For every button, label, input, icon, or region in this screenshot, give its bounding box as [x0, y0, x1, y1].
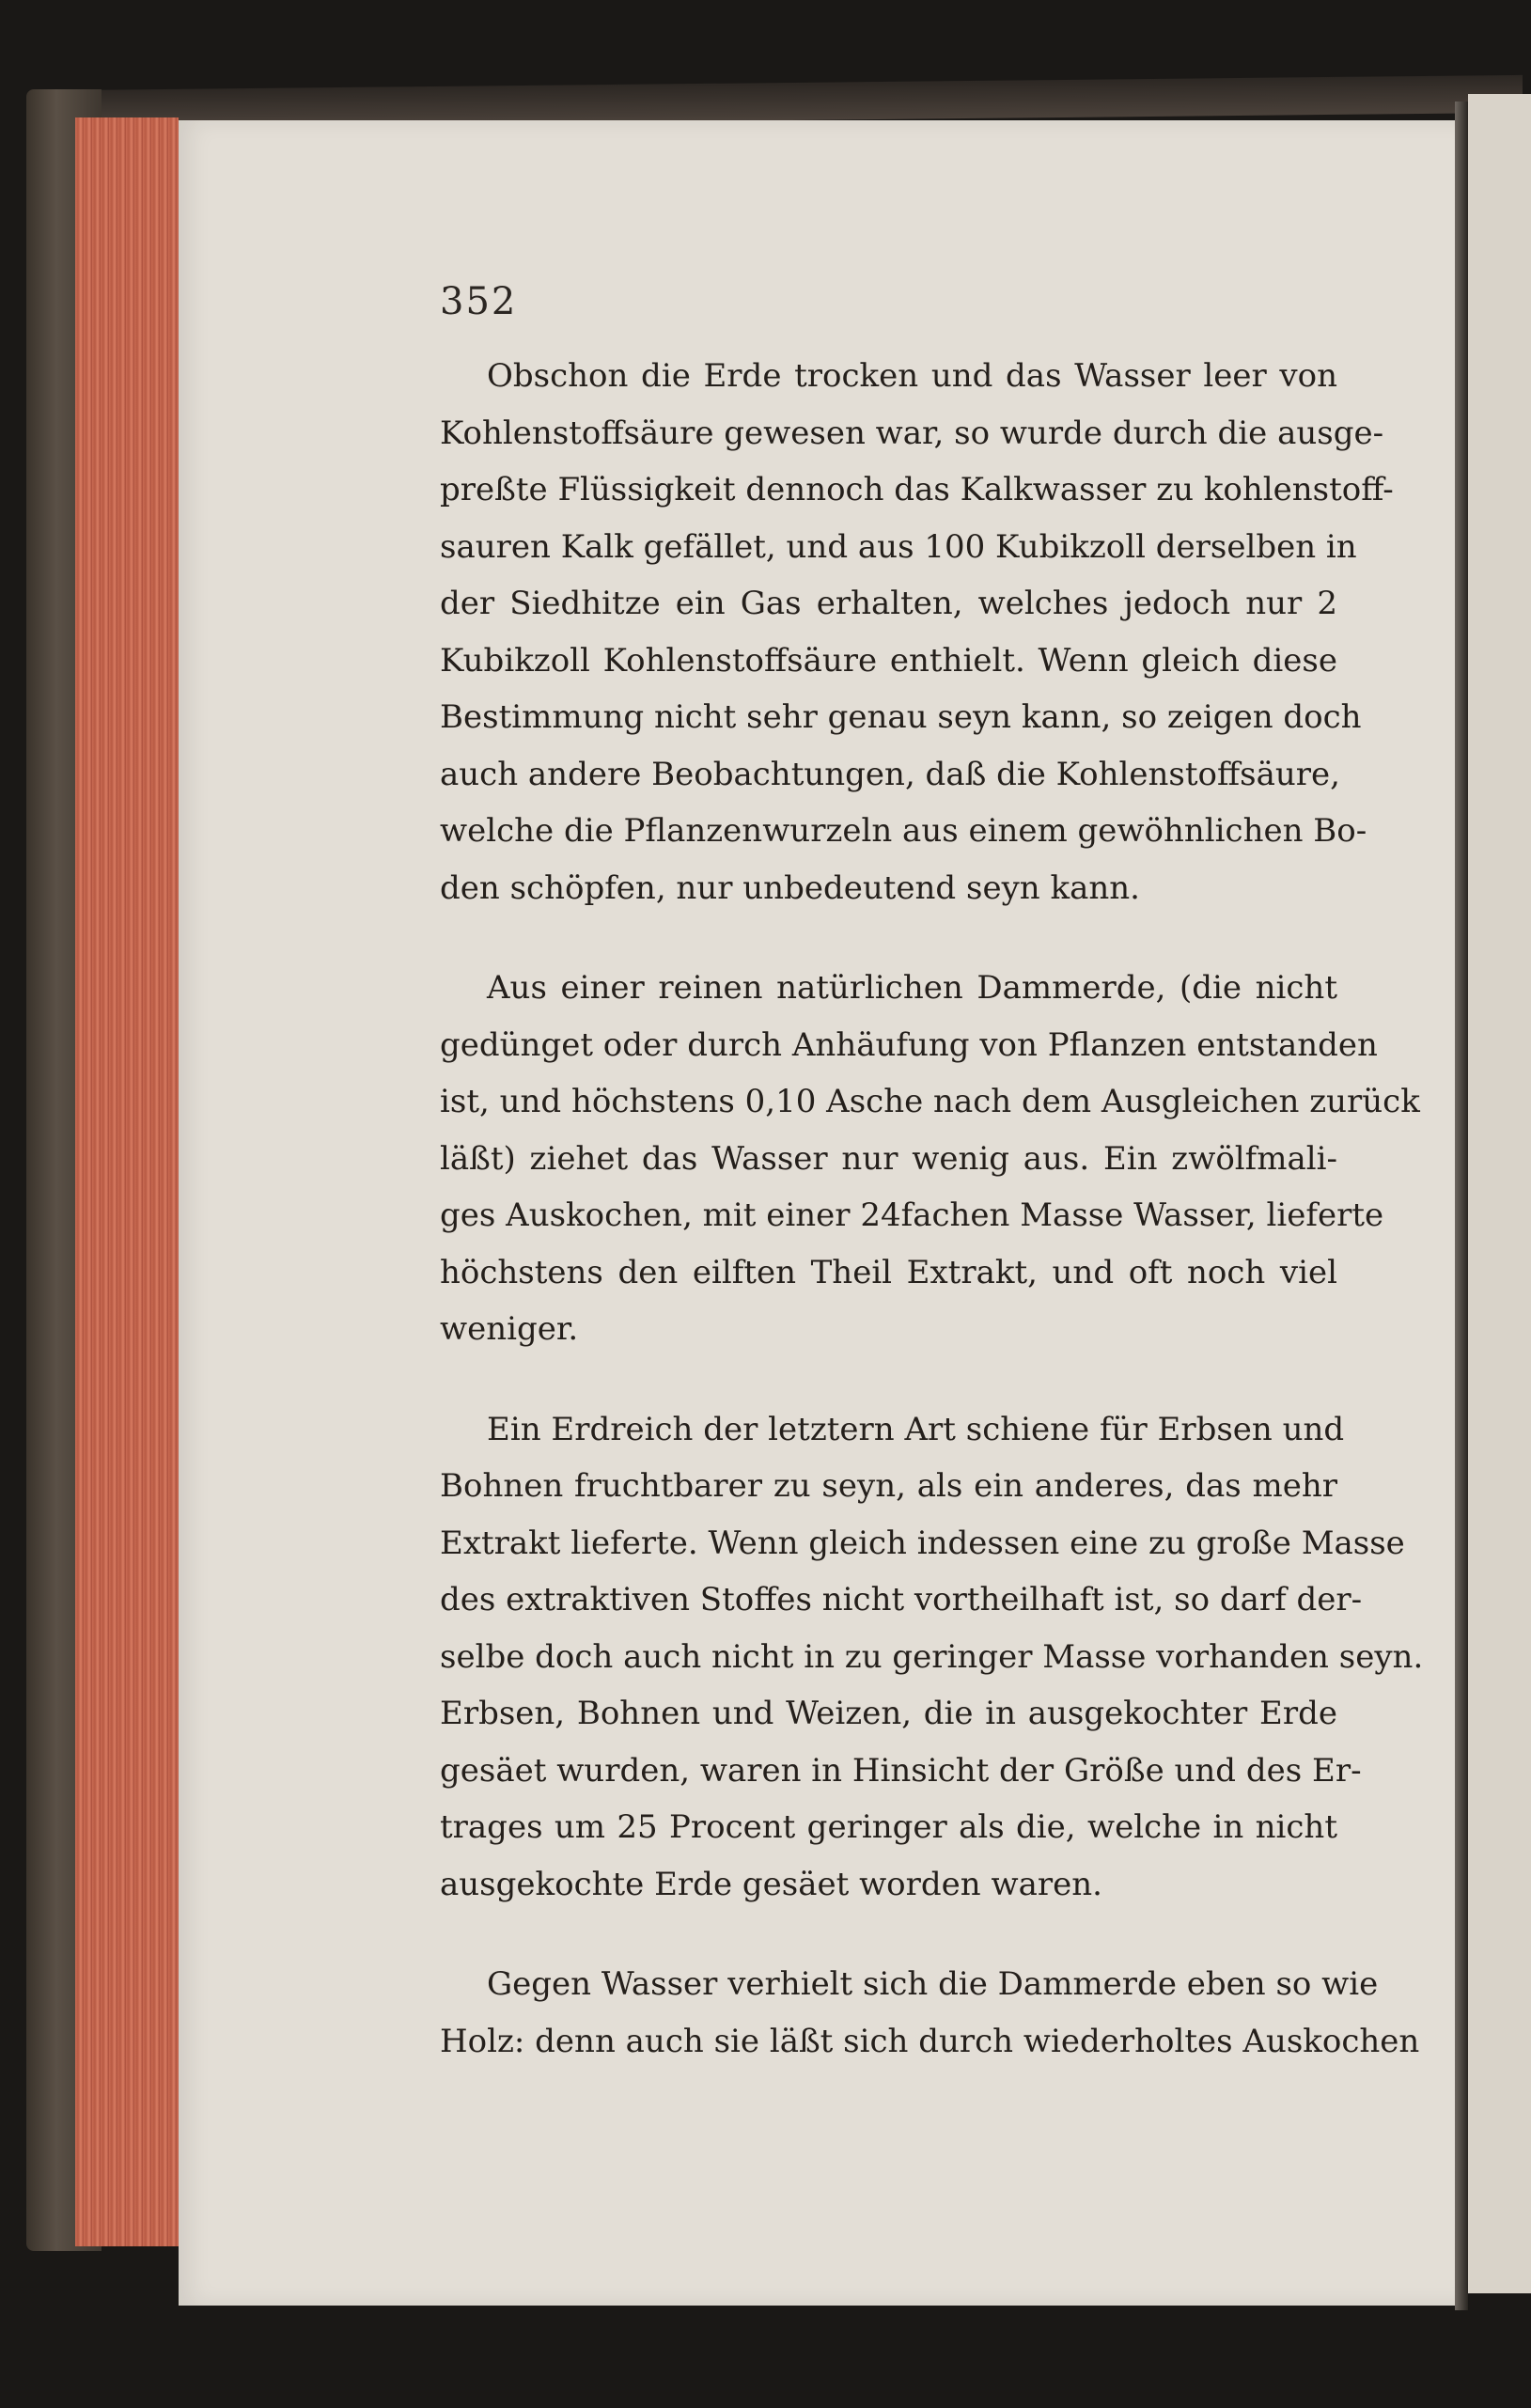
text-line: Aus einer reinen natürlichen Dammerde, (die nicht: [487, 969, 1337, 1007]
text-line: Bestimmung nicht sehr genau seyn kann, so zeigen doch: [440, 698, 1362, 736]
text-line: weniger.: [440, 1310, 579, 1348]
text-line: ges Auskochen, mit einer 24fachen Masse Wasser, lieferte: [440, 1196, 1384, 1234]
text-line: Obschon die Erde trocken und das Wasser leer von: [487, 357, 1337, 395]
text-line: Erbsen, Bohnen und Weizen, die in ausgekochter Erde: [440, 1695, 1337, 1732]
text-line: Holz: denn auch sie läßt sich durch wiederholtes Auskochen: [440, 2022, 1420, 2060]
paragraph-3: [440, 1401, 1424, 1914]
text-line: der Siedhitze ein Gas erhalten, welches jedoch nur 2: [440, 585, 1337, 622]
text-line: Gegen Wasser verhielt sich die Dammerde eben so wie: [487, 1965, 1379, 2003]
text-line: sauren Kalk gefället, und aus 100 Kubikzoll derselben in: [440, 527, 1357, 566]
text-line: preßte Flüssigkeit dennoch das Kalkwasser zu kohlenstoff-: [440, 471, 1394, 508]
text-line: gedünget oder durch Anhäufung von Pflanzen entstanden: [440, 1025, 1378, 1064]
text-line: ist, und höchstens 0,10 Asche nach dem Ausgleichen zurück: [440, 1083, 1420, 1120]
page-gutter: [1455, 102, 1468, 2310]
text-line: Kohlenstoffsäure gewesen war, so wurde durch die ausge-: [440, 414, 1384, 452]
facing-page: [1468, 94, 1531, 2293]
text-line: Kubikzoll Kohlenstoffsäure enthielt. Wenn gleich diese: [440, 641, 1337, 680]
text-line: auch andere Beobachtungen, daß die Kohlenstoffsäure,: [440, 755, 1340, 793]
paragraph-4: [440, 1956, 1420, 2070]
text-line: ausgekochte Erde gesäet worden waren.: [440, 1865, 1102, 1903]
page-edges: [75, 117, 179, 2246]
paragraph-1: [440, 348, 1394, 916]
text-line: Extrakt lieferte. Wenn gleich indessen eine zu große Masse: [440, 1524, 1405, 1562]
text-line: des extraktiven Stoffes nicht vortheilhaft ist, so darf der-: [440, 1581, 1363, 1618]
text-line: selbe doch auch nicht in zu geringer Masse vorhanden seyn.: [440, 1637, 1424, 1676]
text-line: Ein Erdreich der letztern Art schiene für Erbsen und: [487, 1410, 1345, 1448]
text-line: läßt) ziehet das Wasser nur wenig aus. Ein zwölfmali-: [440, 1139, 1337, 1178]
page-number: 352: [440, 280, 518, 323]
paragraph-2: [440, 960, 1420, 1358]
text-line: den schöpfen, nur unbedeutend seyn kann.: [440, 868, 1140, 907]
text-line: gesäet wurden, waren in Hinsicht der Größe und des Er-: [440, 1751, 1362, 1790]
text-line: höchstens den eilften Theil Extrakt, und oft noch viel: [440, 1253, 1337, 1291]
page-body: [440, 348, 1424, 2113]
text-line: trages um 25 Procent geringer als die, welche in nicht: [440, 1808, 1337, 1846]
text-line: welche die Pflanzenwurzeln aus einem gewöhnlichen Bo-: [440, 812, 1367, 850]
text-line: Bohnen fruchtbarer zu seyn, als ein anderes, das mehr: [440, 1467, 1337, 1505]
